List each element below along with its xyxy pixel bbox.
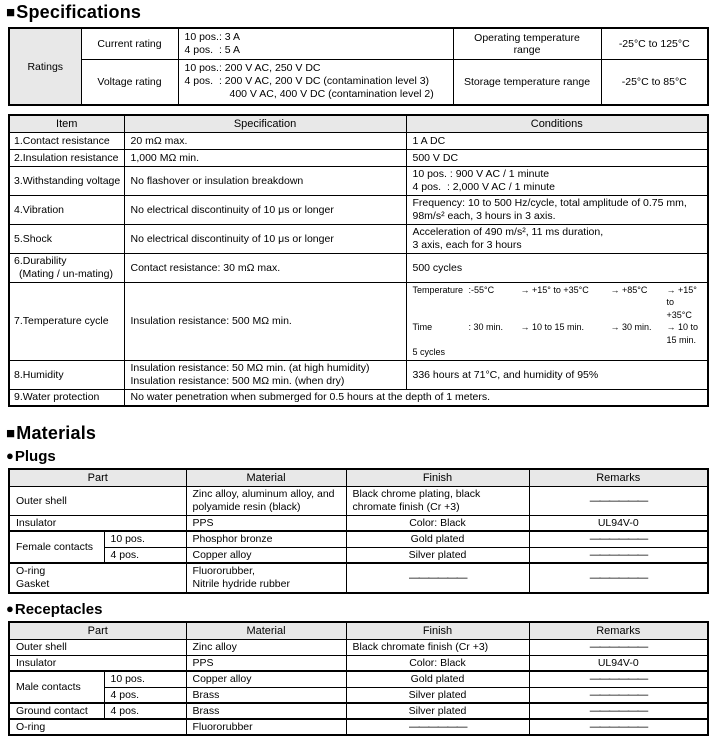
spec-cell: Contact resistance: 30 mΩ max. xyxy=(124,253,406,282)
voltage-rating-value xyxy=(178,59,453,105)
table-row xyxy=(9,671,708,687)
item-line: 6.Durability xyxy=(14,254,67,267)
material-line: Fluororubber, xyxy=(192,565,255,577)
table-row xyxy=(9,486,708,515)
cond-line: 98m/s² each, 3 hours in 3 axis. xyxy=(412,209,556,222)
finish-cell: Silver plated xyxy=(346,687,529,703)
finish-line: chromate finish (Cr +3) xyxy=(352,500,460,513)
temp-cycle-cell: → +15° to +35°C xyxy=(666,284,697,320)
temp-cycle-row xyxy=(413,321,702,346)
col-header-material: Material xyxy=(186,622,346,639)
cond-line: 3 axis, each for 3 hours xyxy=(412,238,522,251)
col-header-finish: Finish xyxy=(346,622,529,639)
spec-cell: No flashover or insulation breakdown xyxy=(124,166,406,195)
table-row xyxy=(9,253,708,282)
remarks-dash: —————— xyxy=(529,687,708,703)
part-cell: Outer shell xyxy=(9,486,186,515)
remarks-dash: —————— xyxy=(529,703,708,719)
material-cell: Phosphor bronze xyxy=(186,531,346,547)
table-row xyxy=(9,166,708,195)
item-cell: 3.Withstanding voltage xyxy=(9,166,124,195)
col-header-specification: Specification xyxy=(124,115,406,132)
table-row xyxy=(9,360,708,389)
part-line: O-ring xyxy=(16,565,46,577)
pos-cell: 10 pos. xyxy=(104,531,186,547)
part-cell: O-ring xyxy=(9,719,186,735)
cond-cell-temperature-cycle xyxy=(406,282,708,360)
table-row xyxy=(9,687,708,703)
table-row xyxy=(9,282,708,360)
material-cell: PPS xyxy=(186,655,346,671)
materials-section-title xyxy=(6,423,725,444)
material-line: polyamide resin (black) xyxy=(192,500,301,513)
finish-dash: —————— xyxy=(346,719,529,735)
item-cell: 1.Contact resistance xyxy=(9,132,124,149)
temp-cycle-cell: Time xyxy=(412,322,433,332)
item-line: (Mating / un-mating) xyxy=(19,267,113,280)
pos-cell: 10 pos. xyxy=(104,671,186,687)
spec-cell-full: No water penetration when submerged for 0.5 hours at the depth of 1 meters. xyxy=(124,389,708,406)
part-cell: Ground contact xyxy=(9,703,104,719)
remarks-dash: —————— xyxy=(529,486,708,515)
table-row xyxy=(9,547,708,563)
item-cell: 2.Insulation resistance xyxy=(9,149,124,166)
materials-title-text: Materials xyxy=(16,423,97,443)
part-line: Gasket xyxy=(16,578,50,590)
receptacles-subsection-title xyxy=(6,601,725,618)
spec-line: Insulation resistance: 50 MΩ min. (at high humidity) xyxy=(130,361,370,374)
cond-cell: 336 hours at 71°C, and humidity of 95% xyxy=(406,360,708,389)
table-header-row xyxy=(9,115,708,132)
finish-cell: Gold plated xyxy=(346,671,529,687)
finish-cell: Gold plated xyxy=(346,531,529,547)
part-cell: Insulator xyxy=(9,655,186,671)
part-cell: Insulator xyxy=(9,515,186,531)
table-header-row xyxy=(9,469,708,486)
table-row xyxy=(9,655,708,671)
ratings-group-label: Ratings xyxy=(9,28,81,105)
temp-cycle-cell: → 10 to 15 min. xyxy=(666,322,699,345)
circle-bullet-icon: ● xyxy=(6,448,14,463)
table-row xyxy=(9,149,708,166)
pos-cell: 4 pos. xyxy=(104,547,186,563)
current-rating-line: 4 pos. : 5 A xyxy=(184,43,240,56)
spec-line: Insulation resistance: 500 MΩ min. (when dry) xyxy=(130,374,345,387)
col-header-material: Material xyxy=(186,469,346,486)
square-bullet-icon: ■ xyxy=(6,425,16,442)
current-rating-label: Current rating xyxy=(81,28,178,59)
spec-cell: 20 mΩ max. xyxy=(124,132,406,149)
voltage-rating-line: 400 V AC, 400 V DC (contamination level 2) xyxy=(229,88,434,101)
operating-temp-range-value: -25°C to 125°C xyxy=(601,28,708,59)
col-header-conditions: Conditions xyxy=(406,115,708,132)
current-rating-line: 10 pos.: 3 A xyxy=(184,30,240,43)
table-row xyxy=(9,719,708,735)
item-cell xyxy=(9,253,124,282)
item-cell: 7.Temperature cycle xyxy=(9,282,124,360)
table-row xyxy=(9,639,708,655)
plugs-title-text: Plugs xyxy=(14,448,56,465)
specifications-title-text: Specifications xyxy=(16,2,142,22)
table-row xyxy=(9,703,708,719)
material-cell: Fluororubber xyxy=(186,719,346,735)
part-cell: Male contacts xyxy=(9,671,104,703)
material-line: Nitrile hydride rubber xyxy=(192,578,290,590)
remarks-dash: —————— xyxy=(529,547,708,563)
table-row xyxy=(9,531,708,547)
cond-cell xyxy=(406,224,708,253)
spec-cell: No electrical discontinuity of 10 μs or longer xyxy=(124,195,406,224)
material-cell: Copper alloy xyxy=(186,671,346,687)
remarks-cell: UL94V-0 xyxy=(529,515,708,531)
remarks-dash: —————— xyxy=(529,563,708,593)
cond-cell: 500 V DC xyxy=(406,149,708,166)
ratings-table xyxy=(8,27,709,106)
temp-cycle-cell: → +85°C xyxy=(610,284,648,295)
col-header-finish: Finish xyxy=(346,469,529,486)
material-cell: Copper alloy xyxy=(186,547,346,563)
table-row xyxy=(9,59,708,105)
remarks-dash: —————— xyxy=(529,531,708,547)
part-cell xyxy=(9,563,186,593)
voltage-rating-line: 4 pos. : 200 V AC, 200 V DC (contamination level 3) xyxy=(184,75,430,88)
col-header-part: Part xyxy=(9,469,186,486)
spec-cell: Insulation resistance: 500 MΩ min. xyxy=(124,282,406,360)
table-row xyxy=(9,132,708,149)
table-row xyxy=(9,515,708,531)
remarks-dash: —————— xyxy=(529,639,708,655)
finish-cell: Silver plated xyxy=(346,703,529,719)
finish-dash: —————— xyxy=(346,563,529,593)
temp-cycle-cell: → +15° to +35°C xyxy=(520,284,589,295)
table-row xyxy=(9,195,708,224)
part-cell: Outer shell xyxy=(9,639,186,655)
temp-cycle-cell: Temperature xyxy=(412,284,464,295)
spec-cell: 1,000 MΩ min. xyxy=(124,149,406,166)
receptacles-title-text: Receptacles xyxy=(14,601,103,618)
material-line: Zinc alloy, aluminum alloy, and xyxy=(192,487,335,500)
col-header-remarks: Remarks xyxy=(529,469,708,486)
col-header-part: Part xyxy=(9,622,186,639)
table-row xyxy=(9,224,708,253)
spec-cell xyxy=(124,360,406,389)
cond-cell: 1 A DC xyxy=(406,132,708,149)
cond-cell: 500 cycles xyxy=(406,253,708,282)
current-rating-value xyxy=(178,28,453,59)
pos-cell: 4 pos. xyxy=(104,703,186,719)
temp-cycle-cell: 5 cycles xyxy=(412,347,446,357)
cond-line: 10 pos. : 900 V AC / 1 minute xyxy=(412,167,550,180)
receptacles-table xyxy=(8,621,709,736)
storage-temp-range-label: Storage temperature range xyxy=(453,59,601,105)
item-cell: 9.Water protection xyxy=(9,389,124,406)
table-row xyxy=(9,28,708,59)
item-cell: 8.Humidity xyxy=(9,360,124,389)
material-cell: Brass xyxy=(186,687,346,703)
material-cell xyxy=(186,486,346,515)
table-row xyxy=(9,563,708,593)
cond-cell xyxy=(406,195,708,224)
plugs-subsection-title xyxy=(6,448,725,465)
part-cell: Female contacts xyxy=(9,531,104,563)
spec-cell: No electrical discontinuity of 10 μs or longer xyxy=(124,224,406,253)
cond-line: Acceleration of 490 m/s², 11 ms duration, xyxy=(412,225,604,238)
col-header-item: Item xyxy=(9,115,124,132)
voltage-rating-label: Voltage rating xyxy=(81,59,178,105)
finish-cell: Color: Black xyxy=(346,655,529,671)
table-row xyxy=(9,389,708,406)
pos-cell: 4 pos. xyxy=(104,687,186,703)
circle-bullet-icon: ● xyxy=(6,601,14,616)
temp-cycle-cell: : 30 min. xyxy=(468,322,504,332)
material-cell: Zinc alloy xyxy=(186,639,346,655)
temp-cycle-cell: :-55°C xyxy=(468,284,495,295)
finish-cell: Black chromate finish (Cr +3) xyxy=(346,639,529,655)
item-cell: 5.Shock xyxy=(9,224,124,253)
temp-cycle-row xyxy=(413,284,702,322)
plugs-table xyxy=(8,468,709,594)
temp-cycle-cell: → 10 to 15 min. xyxy=(520,322,585,332)
cond-line: Frequency: 10 to 500 Hz/cycle, total amplitude of 0.75 mm, xyxy=(412,196,687,209)
finish-cell: Color: Black xyxy=(346,515,529,531)
material-cell: Brass xyxy=(186,703,346,719)
cond-line: 4 pos. : 2,000 V AC / 1 minute xyxy=(412,180,555,193)
material-cell xyxy=(186,563,346,593)
col-header-remarks: Remarks xyxy=(529,622,708,639)
remarks-dash: —————— xyxy=(529,719,708,735)
finish-cell xyxy=(346,486,529,515)
material-cell: PPS xyxy=(186,515,346,531)
cond-cell xyxy=(406,166,708,195)
temp-cycle-cell: → 30 min. xyxy=(610,322,652,332)
spec-table xyxy=(8,114,709,407)
temp-cycle-row xyxy=(413,346,702,359)
operating-temp-range-label: Operating temperature range xyxy=(453,28,601,59)
table-header-row xyxy=(9,622,708,639)
remarks-cell: UL94V-0 xyxy=(529,655,708,671)
item-cell: 4.Vibration xyxy=(9,195,124,224)
square-bullet-icon: ■ xyxy=(6,4,16,21)
finish-cell: Silver plated xyxy=(346,547,529,563)
storage-temp-range-value: -25°C to 85°C xyxy=(601,59,708,105)
specifications-section-title xyxy=(6,2,725,23)
remarks-dash: —————— xyxy=(529,671,708,687)
voltage-rating-line: 10 pos.: 200 V AC, 250 V DC xyxy=(184,62,321,75)
finish-line: Black chrome plating, black xyxy=(352,487,481,500)
